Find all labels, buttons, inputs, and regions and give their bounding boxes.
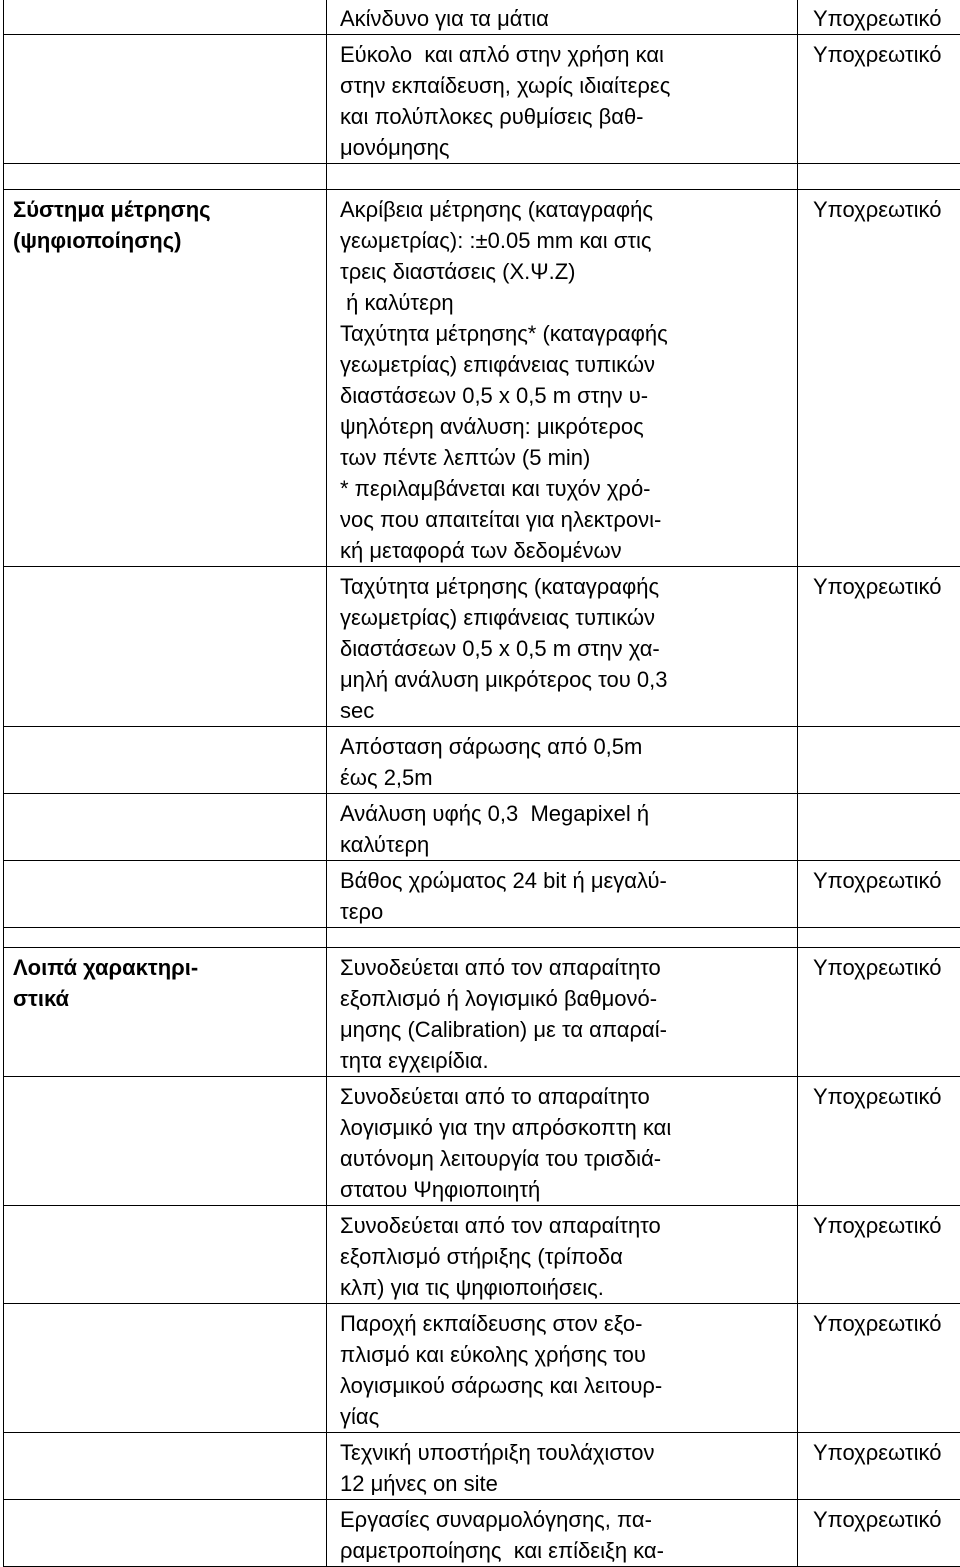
specification-cell	[327, 861, 798, 928]
specification-text: έως 2,5m	[340, 762, 791, 793]
specification-text: ραμετροποίησης και επίδειξη κα-	[340, 1535, 791, 1566]
specification-text: Συνοδεύεται από τον απαραίτητο	[340, 1210, 791, 1241]
specification-text: γίας	[340, 1401, 791, 1432]
requirement-cell	[798, 0, 960, 35]
category-cell	[4, 567, 327, 727]
specification-text: λογισμικό για την απρόσκοπτη και	[340, 1112, 791, 1143]
category-cell	[4, 35, 327, 164]
specification-cell	[327, 948, 798, 1077]
specification-text: Παροχή εκπαίδευσης στον εξο-	[340, 1308, 791, 1339]
category-label: Σύστημα μέτρησης	[13, 194, 318, 225]
specification-text: τερο	[340, 896, 791, 927]
requirement-label: Υποχρεωτικό	[813, 1081, 960, 1112]
specification-text: εξοπλισμό ή λογισμικό βαθμονό-	[340, 983, 791, 1014]
specification-text: κή μεταφορά των δεδομένων	[340, 535, 791, 566]
spacer-cell	[327, 928, 798, 948]
requirement-label: Υποχρεωτικό	[813, 194, 960, 225]
specification-text: μονόμησης	[340, 132, 791, 163]
category-cell	[4, 727, 327, 794]
requirement-label: Υποχρεωτικό	[813, 1437, 960, 1468]
spec-row	[4, 794, 960, 861]
spec-row	[4, 861, 960, 928]
requirement-cell	[798, 861, 960, 928]
specification-text: τητα εγχειρίδια.	[340, 1045, 791, 1076]
requirement-cell	[798, 948, 960, 1077]
specification-text: Απόσταση σάρωσης από 0,5m	[340, 731, 791, 762]
specification-text: Εύκολο και απλό στην χρήση και	[340, 39, 791, 70]
specification-text: διαστάσεων 0,5 x 0,5 m στην χα-	[340, 633, 791, 664]
category-label: στικά	[13, 983, 318, 1014]
spec-row	[4, 35, 960, 164]
specification-text: γεωμετρίας): :±0.05 mm και στις	[340, 225, 791, 256]
category-cell	[4, 1304, 327, 1433]
specification-text: κλπ) για τις ψηφιοποιήσεις.	[340, 1272, 791, 1303]
specification-text: των πέντε λεπτών (5 min)	[340, 442, 791, 473]
spec-row	[4, 1077, 960, 1206]
category-cell	[4, 948, 327, 1077]
requirement-cell	[798, 1304, 960, 1433]
specification-text: 12 μήνες on site	[340, 1468, 791, 1499]
specification-text: Ταχύτητα μέτρησης (καταγραφής	[340, 571, 791, 602]
requirement-label: Υποχρεωτικό	[813, 1210, 960, 1241]
specification-text: Ανάλυση υφής 0,3 Megapixel ή	[340, 798, 791, 829]
spacer-cell	[4, 928, 327, 948]
category-label: (ψηφιοποίησης)	[13, 225, 318, 256]
specification-text: τρεις διαστάσεις (Χ.Ψ.Ζ)	[340, 256, 791, 287]
spec-row	[4, 1206, 960, 1304]
category-cell	[4, 861, 327, 928]
specification-text: γεωμετρίας) επιφάνειας τυπικών	[340, 602, 791, 633]
spec-row	[4, 1433, 960, 1500]
spec-row	[4, 567, 960, 727]
specifications-table-body	[4, 0, 960, 1567]
spacer-cell	[327, 164, 798, 190]
category-cell	[4, 1206, 327, 1304]
specification-cell	[327, 727, 798, 794]
requirement-label: Υποχρεωτικό	[813, 3, 960, 34]
specification-text: ή καλύτερη	[340, 287, 791, 318]
spec-row	[4, 0, 960, 35]
requirement-cell	[798, 1206, 960, 1304]
specification-text: Συνοδεύεται από τον απαραίτητο	[340, 952, 791, 983]
specification-text: Βάθος χρώματος 24 bit ή μεγαλύ-	[340, 865, 791, 896]
requirement-label: Υποχρεωτικό	[813, 1504, 960, 1535]
specification-cell	[327, 1433, 798, 1500]
specification-text: Τεχνική υποστήριξη τουλάχιστον	[340, 1437, 791, 1468]
requirement-cell	[798, 190, 960, 567]
spec-row	[4, 190, 960, 567]
requirement-cell	[798, 35, 960, 164]
specification-cell	[327, 794, 798, 861]
specification-text: λογισμικού σάρωσης και λειτουρ-	[340, 1370, 791, 1401]
spec-row	[4, 727, 960, 794]
spacer-cell	[798, 928, 960, 948]
specification-text: νος που απαιτείται για ηλεκτρονι-	[340, 504, 791, 535]
spec-row	[4, 1304, 960, 1433]
category-cell	[4, 1433, 327, 1500]
category-cell	[4, 0, 327, 35]
specification-text: sec	[340, 695, 791, 726]
specification-cell	[327, 567, 798, 727]
spacer-cell	[798, 164, 960, 190]
specification-text: Ταχύτητα μέτρησης* (καταγραφής	[340, 318, 791, 349]
specification-cell	[327, 1206, 798, 1304]
spec-row	[4, 1500, 960, 1567]
requirement-label: Υποχρεωτικό	[813, 571, 960, 602]
requirement-label: Υποχρεωτικό	[813, 952, 960, 983]
specification-text: γεωμετρίας) επιφάνειας τυπικών	[340, 349, 791, 380]
requirement-cell	[798, 727, 960, 794]
specification-text: εξοπλισμό στήριξης (τρίποδα	[340, 1241, 791, 1272]
requirement-cell	[798, 1077, 960, 1206]
specification-text: πλισμό και εύκολης χρήσης του	[340, 1339, 791, 1370]
specification-text: Ακίνδυνο για τα μάτια	[340, 3, 791, 34]
specification-text: Ακρίβεια μέτρησης (καταγραφής	[340, 194, 791, 225]
category-cell	[4, 1077, 327, 1206]
specification-cell	[327, 35, 798, 164]
specification-cell	[327, 1304, 798, 1433]
specification-cell	[327, 1077, 798, 1206]
category-cell	[4, 1500, 327, 1567]
requirement-cell	[798, 794, 960, 861]
specification-text: μησης (Calibration) με τα απαραί-	[340, 1014, 791, 1045]
specification-text: μηλή ανάλυση μικρότερος του 0,3	[340, 664, 791, 695]
specification-text: στατου Ψηφιοποιητή	[340, 1174, 791, 1205]
requirement-cell	[798, 1500, 960, 1567]
spacer-cell	[4, 164, 327, 190]
spacer-row	[4, 928, 960, 948]
specification-text: * περιλαμβάνεται και τυχόν χρό-	[340, 473, 791, 504]
specification-text: και πολύπλοκες ρυθμίσεις βαθ-	[340, 101, 791, 132]
specification-text: στην εκπαίδευση, χωρίς ιδιαίτερες	[340, 70, 791, 101]
requirement-label: Υποχρεωτικό	[813, 865, 960, 896]
specification-text: ψηλότερη ανάλυση: μικρότερος	[340, 411, 791, 442]
category-cell	[4, 794, 327, 861]
requirement-label: Υποχρεωτικό	[813, 1308, 960, 1339]
requirement-label: Υποχρεωτικό	[813, 39, 960, 70]
category-label: Λοιπά χαρακτηρι-	[13, 952, 318, 983]
specification-cell	[327, 190, 798, 567]
category-cell	[4, 190, 327, 567]
specifications-table	[3, 0, 960, 1567]
specification-text: διαστάσεων 0,5 x 0,5 m στην υ-	[340, 380, 791, 411]
spacer-row	[4, 164, 960, 190]
specification-cell	[327, 0, 798, 35]
specification-text: καλύτερη	[340, 829, 791, 860]
specification-text: Εργασίες συναρμολόγησης, πα-	[340, 1504, 791, 1535]
specification-text: Συνοδεύεται από το απαραίτητο	[340, 1081, 791, 1112]
spec-row	[4, 948, 960, 1077]
requirement-cell	[798, 1433, 960, 1500]
specification-text: αυτόνομη λειτουργία του τρισδιά-	[340, 1143, 791, 1174]
requirement-cell	[798, 567, 960, 727]
specification-cell	[327, 1500, 798, 1567]
